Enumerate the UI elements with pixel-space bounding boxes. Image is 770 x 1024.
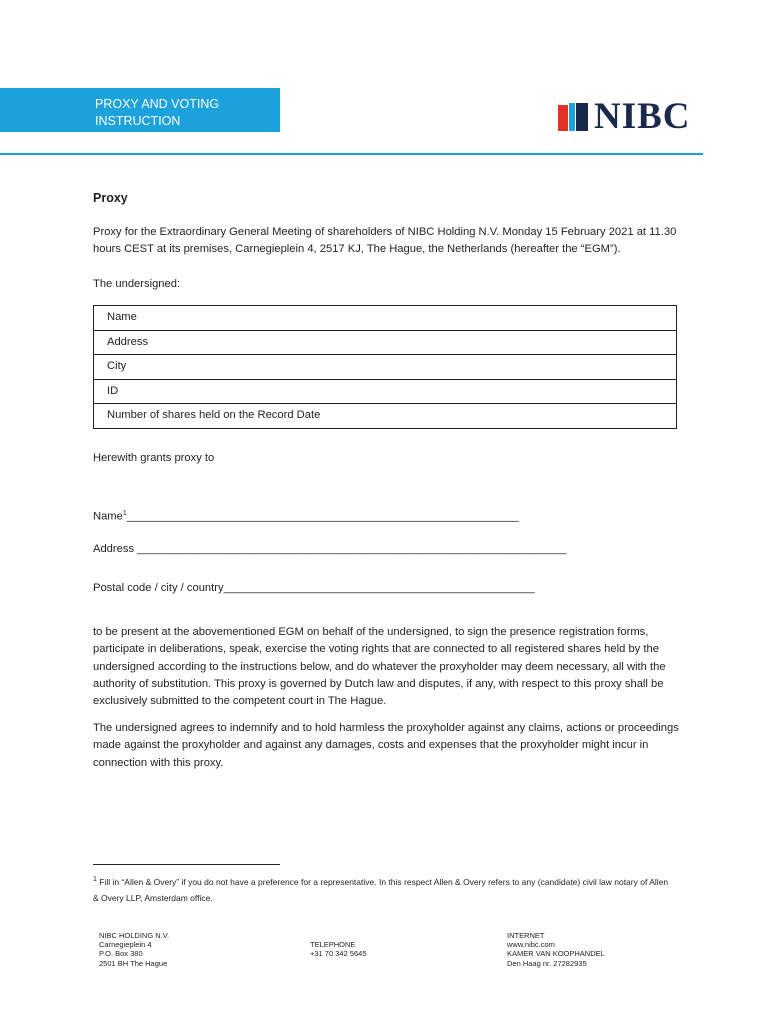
footer-chamber-label: KAMER VAN KOOPHANDEL <box>507 949 605 959</box>
logo-wordmark: NIBC <box>594 96 691 137</box>
footnote-divider <box>93 864 280 865</box>
footer-company-name: NIBC HOLDING N.V. <box>99 931 170 940</box>
field-address[interactable]: Address <box>94 330 677 355</box>
footer-po-box: P.O. Box 380 <box>99 949 143 959</box>
proxyholder-name-blank: _______________________________________________________________ <box>126 510 519 523</box>
footnote-number: 1 <box>93 876 97 883</box>
footer-website: www.nibc.com <box>507 940 555 950</box>
indemnity-paragraph: The undersigned agrees to indemnify and to hold harmless the proxyholder against any claims, actions or proceedings made against the proxyholder and against any damages, costs and expenses that the proxyholder might incur in connection with this proxy. <box>93 722 679 769</box>
field-id[interactable]: ID <box>94 379 677 404</box>
footnote-reference: 1 <box>122 510 127 517</box>
nibc-logo <box>558 96 691 137</box>
banner-line-1: PROXY AND VOTING <box>95 97 220 111</box>
proxyholder-address-line[interactable]: Address _____________________________________________________________________ <box>93 543 567 555</box>
footer-internet <box>507 931 605 968</box>
header-divider <box>0 153 703 155</box>
footer-chamber-number: Den Haag nr. 27282935 <box>507 958 587 968</box>
page-title: Proxy <box>93 191 128 205</box>
footer-internet-label: INTERNET <box>507 931 545 940</box>
authority-paragraph: to be present at the abovementioned EGM on behalf of the undersigned, to sign the presence registration forms, participate in deliberations, speak, exercise the voting rights that are connected to all registered shares held by the undersigned according to the instructions below, and do whatever the proxyholder may deem necessary, all with the authority of substitution. This proxy is governed by Dutch law and disputes, if any, with respect to this proxy shall be exclusively submitted to the competent court in The Hague. <box>93 626 666 708</box>
footer-city: 2501 BH The Hague <box>99 958 168 968</box>
footer-street: Carnegieplein 4 <box>99 940 152 950</box>
field-name[interactable]: Name <box>94 306 677 331</box>
footer-telephone-label: TELEPHONE <box>310 940 356 949</box>
grants-proxy-label: Herewith grants proxy to <box>93 452 215 464</box>
field-city[interactable]: City <box>94 355 677 380</box>
field-shares-held[interactable]: Number of shares held on the Record Date <box>94 404 677 429</box>
document-type-banner <box>0 88 280 132</box>
banner-line-2: INSTRUCTION <box>95 114 181 128</box>
proxyholder-name-line[interactable] <box>93 505 683 526</box>
footer-telephone-number: +31 70 342 5645 <box>310 949 367 959</box>
undersigned-label: The undersigned: <box>93 278 181 290</box>
footer-company-address <box>99 931 169 968</box>
footnote-text: Fill in “Allen & Overy” if you do not have a preference for a representative. In this respect Allen & Overy refers to any (candidate) civil law notary of Allen & Overy LLP, Amsterdam office. <box>93 876 669 903</box>
proxyholder-name-label: Name <box>93 510 123 523</box>
footnote <box>93 872 673 906</box>
footer-telephone <box>310 940 367 958</box>
intro-paragraph: Proxy for the Extraordinary General Meeting of shareholders of NIBC Holding N.V. Monday 15 February 2021 at 11.30 hours CEST at its premises, Carnegieplein 4, 2517 KJ, The Hague, the Netherlands (hereafter the “EGM”). <box>93 226 677 255</box>
nibc-logo-mark-icon <box>558 103 588 131</box>
proxyholder-postal-line[interactable]: Postal code / city / country__________________________________________________ <box>93 582 535 594</box>
undersigned-details-table <box>93 305 677 429</box>
